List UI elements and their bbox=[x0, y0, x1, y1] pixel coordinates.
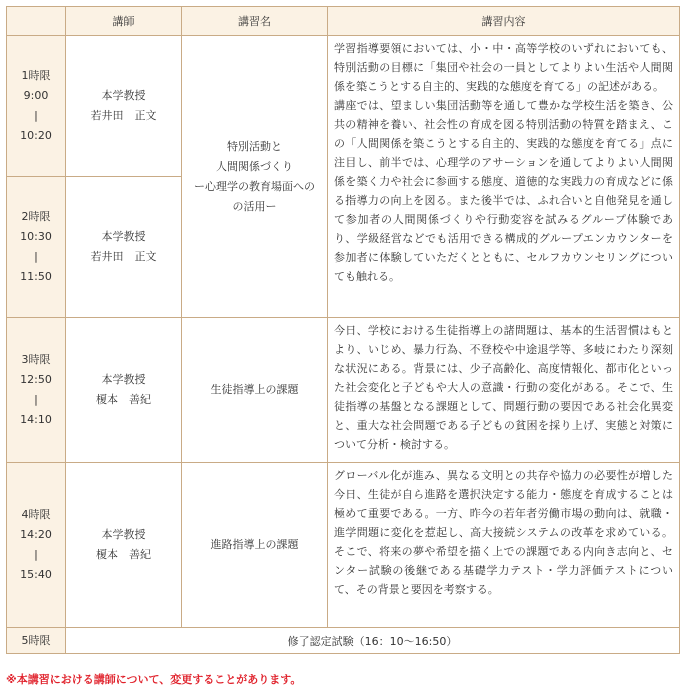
time-separator: | bbox=[34, 109, 38, 122]
period-label: 3時限 bbox=[21, 353, 51, 366]
end-time: 15:40 bbox=[20, 568, 52, 581]
course-content-cell bbox=[328, 36, 680, 318]
header-lecturer: 講師 bbox=[66, 7, 182, 36]
course-content-cell: グローバル化が進み、異なる文明との共存や協力の必要性が増した今日、生徒が自ら進路を選択決定する能力・態度を育成することは極めて重要である。一方、昨今の若年者労働市場の動向は、就職・進学問題に変化を惹起し、高大接続システムの改革を求めている。そこで、将来の夢や希望を描く上での課題である内向き志向と、センター試験の後継である基礎学力テスト・学力評価テストについて、その背景と要因を考察する。 bbox=[328, 463, 680, 628]
time-separator: | bbox=[34, 250, 38, 263]
lecturer-name: 榎本 善紀 bbox=[96, 393, 151, 406]
time-cell bbox=[7, 463, 66, 628]
exam-period-cell: 5時限 bbox=[7, 628, 66, 654]
header-course-content: 講習内容 bbox=[328, 7, 680, 36]
lecturer-cell bbox=[66, 463, 182, 628]
table-row bbox=[7, 318, 680, 463]
lecturer-title: 本学教授 bbox=[101, 373, 146, 386]
schedule-table bbox=[6, 6, 680, 654]
lecturer-cell bbox=[66, 318, 182, 463]
change-notice: ※本講習における講師について、変更することがあります。 bbox=[6, 673, 302, 686]
start-time: 12:50 bbox=[20, 373, 52, 386]
course-content-cell: 今日、学校における生徒指導上の諸問題は、基本的生活習慣はもとより、いじめ、暴力行為、不登校や中途退学等、多岐にわたり深刻な状況にある。背景には、少子高齢化、高度情報化、都市化といった社会変化と子どもや大人の意識・行動の変化がある。そこで、生徒指導の基盤となる課題として、問題行動の要因である社会化異変と、重大な社会問題である子どもの貧困を採り上げ、実態と対策について分析・検討する。 bbox=[328, 318, 680, 463]
end-time: 10:20 bbox=[20, 129, 52, 142]
lecturer-name: 榎本 善紀 bbox=[96, 548, 151, 561]
header-course-name: 講習名 bbox=[182, 7, 328, 36]
course-content-paragraph: 講座では、望ましい集団活動等を通して豊かな学校生活を築き、公共の精神を養い、社会性の育成を図る特別活動の特質を踏まえ、この「人間関係を築こうとする自主的、実践的な態度を育てる」点に注目し、前半では、心理学のアサーションを通してよりよい人間関係を築く力や社会に参画する態度、道徳的な実践力の育成などに係る指導力の向上を図る。また後半では、ふれ合いと自他発見を通して参加者の人間関係づくりや行動変容を試みるグループ体験であり、学級経営などでも活用できる構成的グループエンカウンターを参加者に体験していただくとともに、セルフカウンセリングについても触れる。 bbox=[334, 99, 673, 283]
table-row bbox=[7, 36, 680, 177]
course-name-line: 人間関係づくり bbox=[216, 159, 293, 173]
course-name-cell: 進路指導上の課題 bbox=[182, 463, 328, 628]
course-name-line: の活用ー bbox=[232, 199, 277, 213]
header-time bbox=[7, 7, 66, 36]
course-name-cell bbox=[182, 36, 328, 318]
lecturer-cell bbox=[66, 36, 182, 177]
course-name-cell: 生徒指導上の課題 bbox=[182, 318, 328, 463]
period-label: 2時限 bbox=[21, 210, 51, 223]
start-time: 9:00 bbox=[23, 89, 49, 102]
course-name-line: ー心理学の教育場面への bbox=[194, 179, 315, 193]
lecturer-name: 若井田 正文 bbox=[90, 250, 157, 263]
course-content-paragraph: 学習指導要領においては、小・中・高等学校のいずれにおいても、特別活動の目標に「集団や社会の一員としてよりよい生活や人間関係を築こうとする自主的、実践的な態度を育てる」の記述がある。 bbox=[334, 42, 673, 93]
lecturer-title: 本学教授 bbox=[101, 230, 146, 243]
header-row bbox=[7, 7, 680, 36]
time-separator: | bbox=[34, 393, 38, 406]
end-time: 11:50 bbox=[20, 270, 52, 283]
lecturer-cell bbox=[66, 177, 182, 318]
end-time: 14:10 bbox=[20, 413, 52, 426]
start-time: 14:20 bbox=[20, 528, 52, 541]
time-separator: | bbox=[34, 548, 38, 561]
exam-label-cell: 修了認定試験（16：10〜16:50） bbox=[66, 628, 680, 654]
time-cell bbox=[7, 36, 66, 177]
period-label: 4時限 bbox=[21, 508, 51, 521]
start-time: 10:30 bbox=[20, 230, 52, 243]
lecturer-title: 本学教授 bbox=[101, 528, 146, 541]
exam-row bbox=[7, 628, 680, 654]
lecturer-title: 本学教授 bbox=[101, 89, 146, 102]
lecturer-name: 若井田 正文 bbox=[90, 109, 157, 122]
table-row bbox=[7, 463, 680, 628]
time-cell bbox=[7, 318, 66, 463]
course-name-line: 特別活動と bbox=[227, 139, 282, 153]
time-cell bbox=[7, 177, 66, 318]
period-label: 1時限 bbox=[21, 69, 51, 82]
